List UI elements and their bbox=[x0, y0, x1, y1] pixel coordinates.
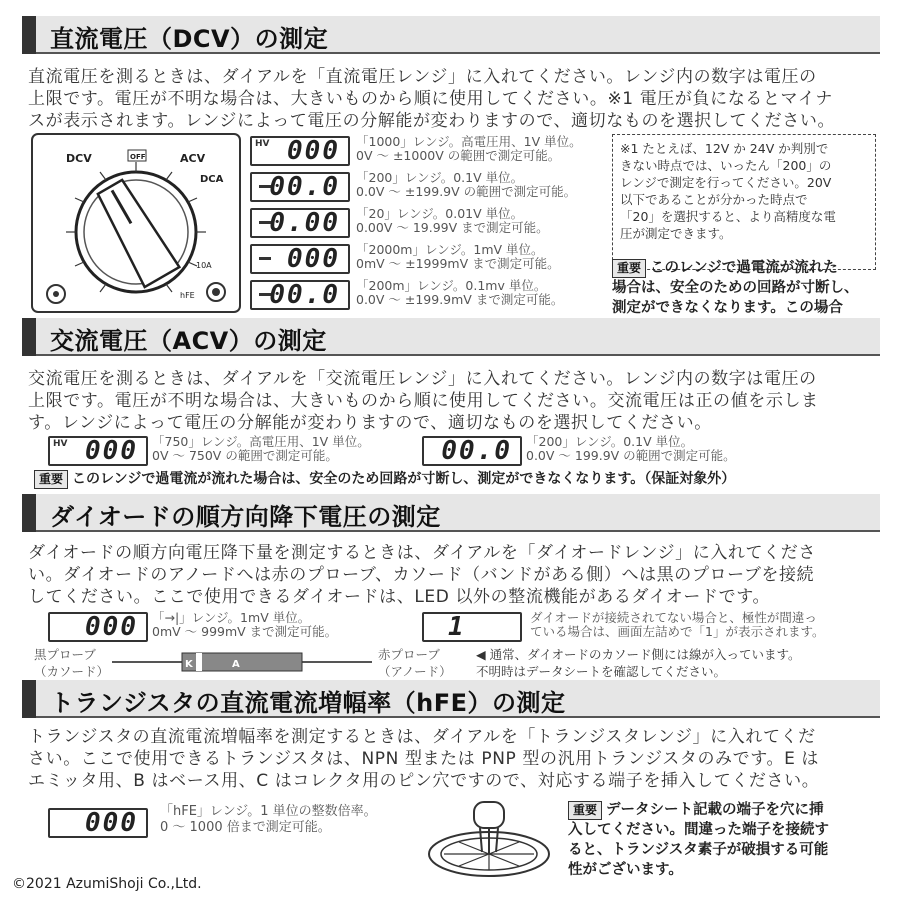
section-title-acv: 交流電圧（ACV）の測定 bbox=[50, 327, 327, 355]
range-description: 「200」レンジ。0.1V 単位。 0.0V ～ ±199.9V の範囲で測定可能。 bbox=[356, 170, 577, 199]
lcd-display: 00.0 bbox=[250, 280, 350, 310]
multimeter-dial-icon bbox=[30, 132, 242, 314]
svg-text:K: K bbox=[185, 659, 193, 670]
diode-description: ダイオードの順方向電圧降下量を測定するときは、ダイアルを「ダイオードレンジ」に入れてくださ い。ダイオードのアノードへは赤のプローブ、カソード（バンドがある側）へは黒のプローブを接続 してください。ここで使用できるダイオードは、LED 以外の整流機能があるダイオードです。 bbox=[28, 543, 816, 607]
black-probe-label: 黒プローブ （カソード） bbox=[34, 647, 110, 679]
diode-icon bbox=[112, 650, 372, 674]
dcv-description: 直流電圧を測るときは、ダイアルを「直流電圧レンジ」に入れてください。レンジ内の数字は電圧の 上限です。電圧が不明な場合は、大きいものから順に使用してください。※1 電圧が負になるとマイナ スが表示されます。レンジによって電圧の分解能が変わりますので、適切なものを選択してください。 bbox=[28, 67, 836, 131]
minus-icon bbox=[259, 257, 271, 260]
svg-text:10A: 10A bbox=[196, 261, 212, 270]
diode-note: ◀ 通常、ダイオードのカソード側には線が入っています。 不明時はデータシートを確認してください。 bbox=[476, 647, 801, 679]
svg-text:DCV: DCV bbox=[66, 152, 92, 165]
important-badge: 重要 bbox=[34, 470, 68, 489]
red-probe-label: 赤プローブ （アノード） bbox=[378, 647, 452, 679]
hfe-description: トランジスタの直流電流増幅率を測定するときは、ダイアルを「トランジスタレンジ」に入れてくだ さい。ここで使用できるトランジスタは、NPN 型または PNP 型の汎用トランジスタのみです。E は エミッタ用、B はベース用、C はコレクタ用のピン穴ですので、対応する端子を挿入してください。 bbox=[28, 727, 820, 791]
range-description: 「2000m」レンジ。1mV 単位。 0mV ～ ±1999mV まで測定可能。 bbox=[356, 242, 560, 271]
lcd-display: 000 bbox=[48, 612, 148, 642]
important-badge: 重要 bbox=[612, 259, 646, 278]
section-header-diode bbox=[22, 494, 880, 532]
svg-text:DCA: DCA bbox=[200, 174, 224, 185]
lcd-display: 000 bbox=[48, 808, 148, 838]
hfe-warning: 重要 データシート記載の端子を穴に挿 入してください。間違った端子を接続す ると、トランジスタ素子が破損する可能 性がございます。 bbox=[568, 802, 829, 878]
lcd-display: 00.0 bbox=[250, 172, 350, 202]
range-description: 「hFE」レンジ。1 単位の整数倍率。 0 ～ 1000 倍まで測定可能。 bbox=[160, 804, 377, 835]
section-title-dcv: 直流電圧（DCV）の測定 bbox=[50, 25, 329, 53]
range-description: 「200m」レンジ。0.1mv 単位。 0.0V ～ ±199.9mV まで測定可能。 bbox=[356, 278, 564, 307]
copyright: ©2021 AzumiShoji Co.,Ltd. bbox=[12, 876, 202, 892]
important-badge: 重要 bbox=[568, 801, 602, 820]
footnote-text: ※1 たとえば、12V か 24V か判別で きない時点では、いったん「200」の レンジで測定を行ってください。20V 以下であることが分かった時点で 「20」を選択すると、より高精度な電 圧が測定できます。 bbox=[620, 141, 836, 241]
transistor-socket-icon bbox=[424, 796, 554, 880]
svg-text:OFF: OFF bbox=[130, 153, 146, 161]
range-description: 「1000」レンジ。高電圧用、1V 単位。 0V ～ ±1000V の範囲で測定可能。 bbox=[356, 134, 582, 163]
acv-description: 交流電圧を測るときは、ダイアルを「交流電圧レンジ」に入れてください。レンジ内の数字は電圧の 上限です。電圧が不明な場合は、大きいものから順に使用してください。交流電圧は正の値を示しま す。レンジによって電圧の分解能が変わりますので、適切なものを選択してください。 bbox=[28, 369, 819, 433]
acv-warning: 重要 このレンジで過電流が流れた場合は、安全のため回路が寸断し、測定ができなくなります。（保証対象外） bbox=[34, 469, 735, 489]
section-header-dcv bbox=[22, 16, 880, 54]
lcd-display: 000 bbox=[250, 244, 350, 274]
range-description: 「200」レンジ。0.1V 単位。 0.0V ～ 199.9V の範囲で測定可能。 bbox=[526, 434, 736, 463]
range-description: 「750」レンジ。高電圧用、1V 単位。 0V ～ 750V の範囲で測定可能。 bbox=[152, 434, 370, 463]
lcd-display: 1 bbox=[422, 612, 522, 642]
dcv-warning: 重要 このレンジで過電流が流れた 場合は、安全のための回路が寸断し、 測定ができなくなります。この場合 bbox=[612, 260, 859, 316]
section-header-hfe bbox=[22, 680, 880, 718]
lcd-display: 00.0 bbox=[422, 436, 522, 466]
range-description: 「→|」レンジ。1mV 単位。 0mV ～ 999mV まで測定可能。 bbox=[152, 610, 338, 639]
lcd-display: HV 000 bbox=[48, 436, 148, 466]
lcd-display: HV 000 bbox=[250, 136, 350, 166]
section-title-diode: ダイオードの順方向降下電圧の測定 bbox=[50, 503, 441, 531]
svg-text:ACV: ACV bbox=[180, 152, 206, 165]
section-header-acv bbox=[22, 318, 880, 356]
range-description: 「20」レンジ。0.01V 単位。 0.00V ～ 19.99V まで測定可能。 bbox=[356, 206, 549, 235]
section-title-hfe: トランジスタの直流電流増幅率（hFE）の測定 bbox=[50, 689, 566, 717]
range-description: ダイオードが接続されてない場合と、極性が間違っ ている場合は、画面左詰めで「1」が表示されます。 bbox=[530, 610, 825, 639]
svg-text:hFE: hFE bbox=[180, 291, 195, 300]
lcd-display: 0.00 bbox=[250, 208, 350, 238]
svg-text:A: A bbox=[232, 659, 240, 670]
